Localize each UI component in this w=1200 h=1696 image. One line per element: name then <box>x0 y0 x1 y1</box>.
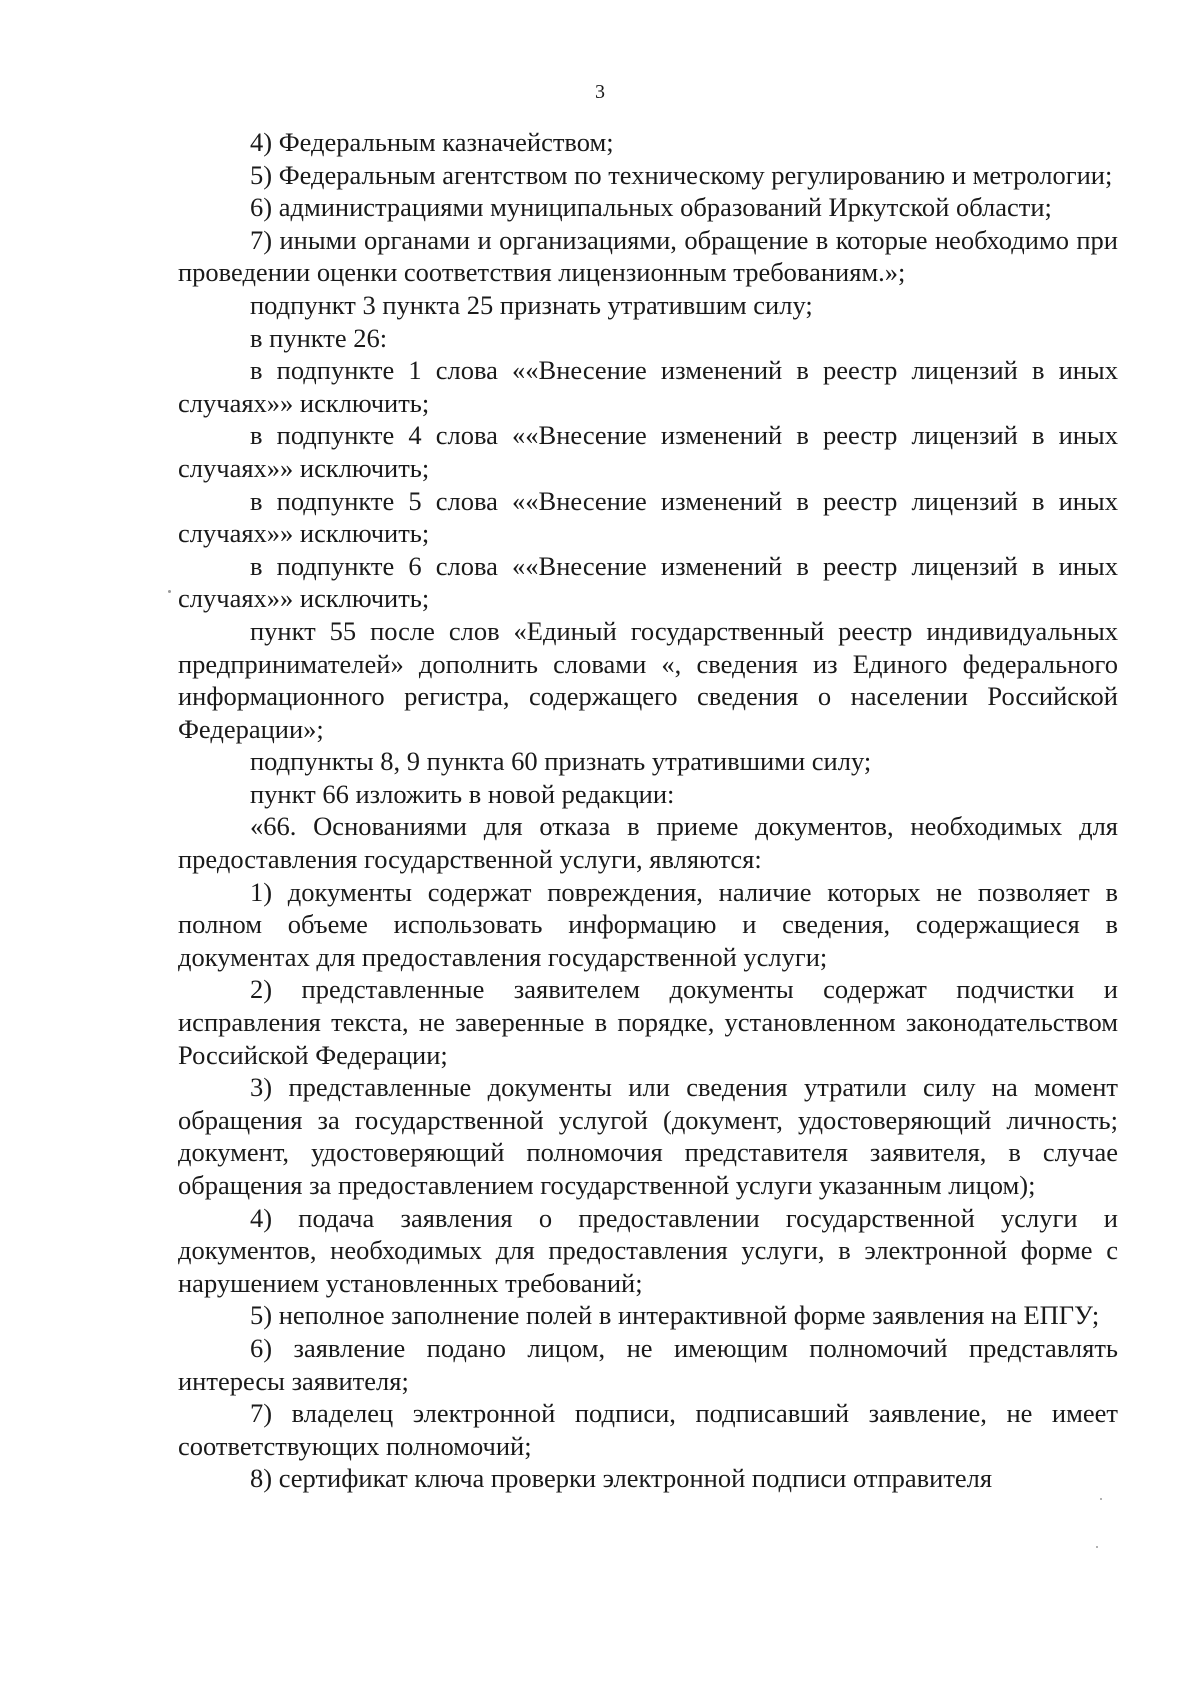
paragraph: в подпункте 4 слова ««Внесение изменений в реестр лицензий в иных случаях»» исключить; <box>178 420 1118 483</box>
scan-speck <box>1096 1546 1098 1548</box>
paragraph: пункт 66 изложить в новой редакции: <box>250 778 675 809</box>
paragraph: 4) Федеральным казначейством; <box>250 127 614 157</box>
paragraph: подпункты 8, 9 пункта 60 признать утратившими силу; <box>250 746 872 777</box>
paragraph: в пункте 26: <box>250 322 388 353</box>
scan-speck <box>1100 1498 1102 1500</box>
paragraph: подпункт 3 пункта 25 признать утратившим силу; <box>250 289 813 320</box>
paragraph: 7) иными органами и организациями, обращение в которые необходимо при проведении оценки соответствия лицензионным требованиям.»; <box>178 224 1118 288</box>
document-body <box>178 126 1118 1495</box>
paragraph: 5) неполное заполнение полей в интерактивной форме заявления на ЕПГУ; <box>250 1300 1100 1331</box>
paragraph: 4) подача заявления о предоставлении государственной услуги и документов, необходимых для предоставления услуги, в электронной форме с нарушением установленных требований; <box>178 1202 1118 1298</box>
paragraph: 6) заявление подано лицом, не имеющим полномочий представлять интересы заявителя; <box>178 1332 1118 1396</box>
paragraph: 2) представленные заявителем документы содержат подчистки и исправления текста, не заверенные в порядке, установленном законодательством Российской Федерации; <box>178 974 1118 1070</box>
paragraph: 3) представленные документы или сведения утратили силу на момент обращения за государственной услугой (документ, удостоверяющий личность; документ, удостоверяющий полномочия представителя заявителя, в случае обращения за предоставлением государственной услуги указанным лицом); <box>178 1072 1118 1200</box>
paragraph: «66. Основаниями для отказа в приеме документов, необходимых для предоставления государственной услуги, являются: <box>178 811 1118 875</box>
paragraph: в подпункте 1 слова ««Внесение изменений в реестр лицензий в иных случаях»» исключить; <box>178 355 1118 418</box>
paragraph: 7) владелец электронной подписи, подписавший заявление, не имеет соответствующих полномочий; <box>178 1398 1118 1461</box>
paragraph: в подпункте 5 слова ««Внесение изменений в реестр лицензий в иных случаях»» исключить; <box>178 485 1118 549</box>
paragraph: в подпункте 6 слова ««Внесение изменений в реестр лицензий в иных случаях»» исключить; <box>178 550 1118 614</box>
paragraph: 6) администрациями муниципальных образований Иркутской области; <box>250 192 1052 223</box>
paragraph: 5) Федеральным агентством по техническому регулированию и метрологии; <box>250 159 1113 190</box>
paragraph: 1) документы содержат повреждения, наличие которых не позволяет в полном объеме использовать информацию и сведения, содержащиеся в документах для предоставления государственной услуги; <box>178 876 1118 972</box>
paragraph: 8) сертификат ключа проверки электронной подписи отправителя <box>250 1463 993 1494</box>
page-number: 3 <box>595 81 605 103</box>
paragraph: пункт 55 после слов «Единый государственный реестр индивидуальных предпринимателей» дополнить словами «, сведения из Единого федерального информационного регистра, содержащего сведения о населении Российской Федерации»; <box>178 615 1118 744</box>
scan-speck <box>168 590 171 593</box>
